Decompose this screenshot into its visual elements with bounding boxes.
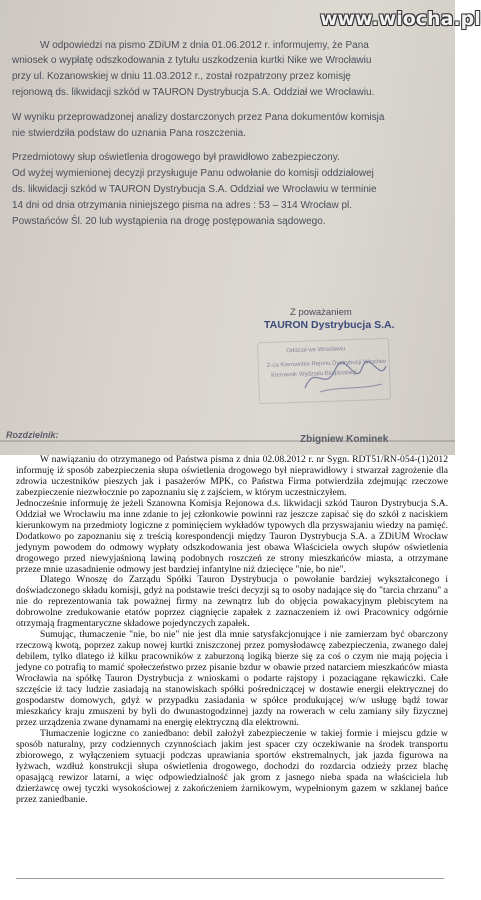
complaint-paragraph: Jednocześnie informuję że jeżeli Szanowna Komisja Rejonowa d.s. likwidacji szkód Tauron Dystrybucja S.A. Oddział we Wrocławiu ma inne zdanie to jej członkowie powinni raz jeszcze zapisać się do szkół z naciskiem kierunkowym na przedmioty logiczne z pominięciem wykładów typowych dla przyswajaniu wiedzy na pamięć. Dodatkowo po zapoznaniu się z treścią korespondencji między Tauron Dystrybucja S.A. a ZDiUM Wrocław jedynym powodem do odmowy wypłaty odszkodowania jest obawa Właściciela owych słupów oświetlenia drogowego przed niewyjaśnioną lawiną podobnych roszczeń ze strony mieszkańców miasta, a otrzymane przeze mnie uzasadnienie odmowy jest bardziej infantylne niż dziecięce "nie, bo nie". <box>16 497 448 575</box>
stamp-line: Kierownik Wydziału Eksploatacji <box>271 369 357 379</box>
complaint-paragraph: Dlatego Wnoszę do Zarządu Spółki Tauron Dystrybucja o powołanie bardziej wykształconego i doświadczonego składu komisji, gdyż na podstawie treści decyzji są to osoby nadające się do "tarcia chrzanu" a nie do reprezentowania tak poważnej firmy na zewnątrz lub do objęcia powakacyjnym plebiscytem na dobrowolne zredukowanie etatów poprzez ciągnięcie zapałek z zaznaczeniem iż owi Pracownicy odgórnie otrzymają fragmentaryczne składowe pojedynczych zapałek. <box>16 574 448 630</box>
letter-line: W odpowiedzi na pismo ZDiUM z dnia 01.06.2012 r. informujemy, że Pana <box>40 40 369 51</box>
letter-line: Od wyżej wymienionej decyzji przysługuje Panu odwołanie do komisji oddziałowej <box>12 168 374 179</box>
complaint-text <box>16 455 448 890</box>
letter-line: ds. likwidacji szkód w TAURON Dystrybucja S.A. Oddział we Wrocławiu w terminie <box>12 184 377 195</box>
handwritten-signature <box>300 358 390 398</box>
complaint-paragraph: Sumując, tłumaczenie "nie, bo nie" nie jest dla mnie satysfakcjonujące i nie zamierzam być obarczony rzeczową kwotą, poprzez zakup nowej kurtki zniszczonej przez pomysłodawcę zabezpieczenia, zwanego dalej debilem, tylko dlatego iż kilku pracowników z zaburzoną logiką bierze się za coś o czym nie mają pojęcia i jedyne co potrafią to mamić społeczeństwo przez pisanie bzdur w obawie przed natarciem mieszkańców miasta Wrocławia na spółkę Tauron Dystrybucja z wnioskami o podarte rajstopy i pozaciągane rękawiczki. Całe szczęście iż tacy ludzie zasiadają na stanowiskach spółki pośredniczącej w dostawie energii elektrycznej do gospodarstw domowych, gdyż w przypadku zasiadania w spółce produkującej w/w usługę bądź towar mieszkańcy kraju zmuszeni by byli do dwunastogodzinnej jazdy na rowerach w celu zamiany siły fizycznej przez urządzenia zwane dynamami na energię elektryczną dla elektrowni. <box>16 629 448 728</box>
letter-line: Powstańców Śl. 20 lub wystąpienia na drogę postępowania sądowego. <box>12 216 326 227</box>
signer-name: Zbigniew Kominek <box>300 434 389 445</box>
site-watermark: www.wiocha.pl <box>320 8 481 30</box>
stamp-line: Oddział we Wrocławiu <box>286 346 346 355</box>
page-divider <box>16 878 444 879</box>
letter-line: W wyniku przeprowadzonej analizy dostarczonych przez Pana dokumentów komisja <box>12 112 385 123</box>
letter-line: przy ul. Kozanowskiej w dniu 11.03.2012 r., został rozpatrzony przez komisję <box>12 71 351 82</box>
complaint-paragraph: Tłumaczenie logiczne co zaniedbano: debil założył zabezpieczenie w takiej formie i miejscu gdzie w sposób naturalny, przy codziennych czynnościach jakim jest spacer czy oczekiwanie na środek transportu zbiorowego, z wyłączeniem sytuacji podczas uprawiania sportów ekstremalnych, jak jazda figurowa na łyżwach, wzdłuż konstrukcji słupa oświetlenia drogowego, dochodzi do rozdarcia odzieży przez blachę opasającą rewizor latarni, a więc odpowiedzialność jak grom z jasnego nieba spada na właściciela lub dzierżawcę owej tyczki wysokościowej z zakończeniem żarnikowym, wypełnionym gazem w szklanej bańce przez zaniedbanie. <box>16 727 448 805</box>
letter-line: wniosek o wypłatę odszkodowania z tytułu uszkodzenia kurtki Nike we Wrocławiu <box>12 55 372 66</box>
closing-greeting: Z poważaniem <box>290 307 352 318</box>
stamp-line: Z-ca Kierownika Rejonu Dystrybucji Wrocław <box>266 358 387 369</box>
photo-edge <box>0 440 455 442</box>
letter-line: Przedmiotowy słup oświetlenia drogowego był prawidłowo zabezpieczony. <box>12 152 340 163</box>
letter-line: nie stwierdziła podstaw do uznania Pana roszczenia. <box>12 128 247 139</box>
letter-line: rejonową ds. likwidacji szkód w TAURON Dystrybucja S.A. Oddział we Wrocławiu. <box>12 87 375 98</box>
complaint-paragraph: W nawiązaniu do otrzymanego od Państwa pisma z dnia 02.08.2012 r. nr Sygn. RDT51/RN-054-(1)2012 informuję iż sposób zabezpieczenia słupa oświetlenia drogowego był nieprawidłowy i stwarzał zagrożenie dla zdrowia uczestników pieszych jak i pasażerów MPK, co Państwa Firma potwierdziła zdejmując rzeczowe zabezpieczenie niezwłocznie po zapoznaniu się z zajściem, w którym uczestniczyłem. <box>16 454 448 498</box>
company-name: TAURON Dystrybucja S.A. <box>264 319 395 331</box>
distribution-label: Rozdzielnik: <box>6 430 59 440</box>
letter-line: 14 dni od dnia otrzymania niniejszego pisma na adres : 53 – 314 Wrocław pl. <box>12 200 353 211</box>
